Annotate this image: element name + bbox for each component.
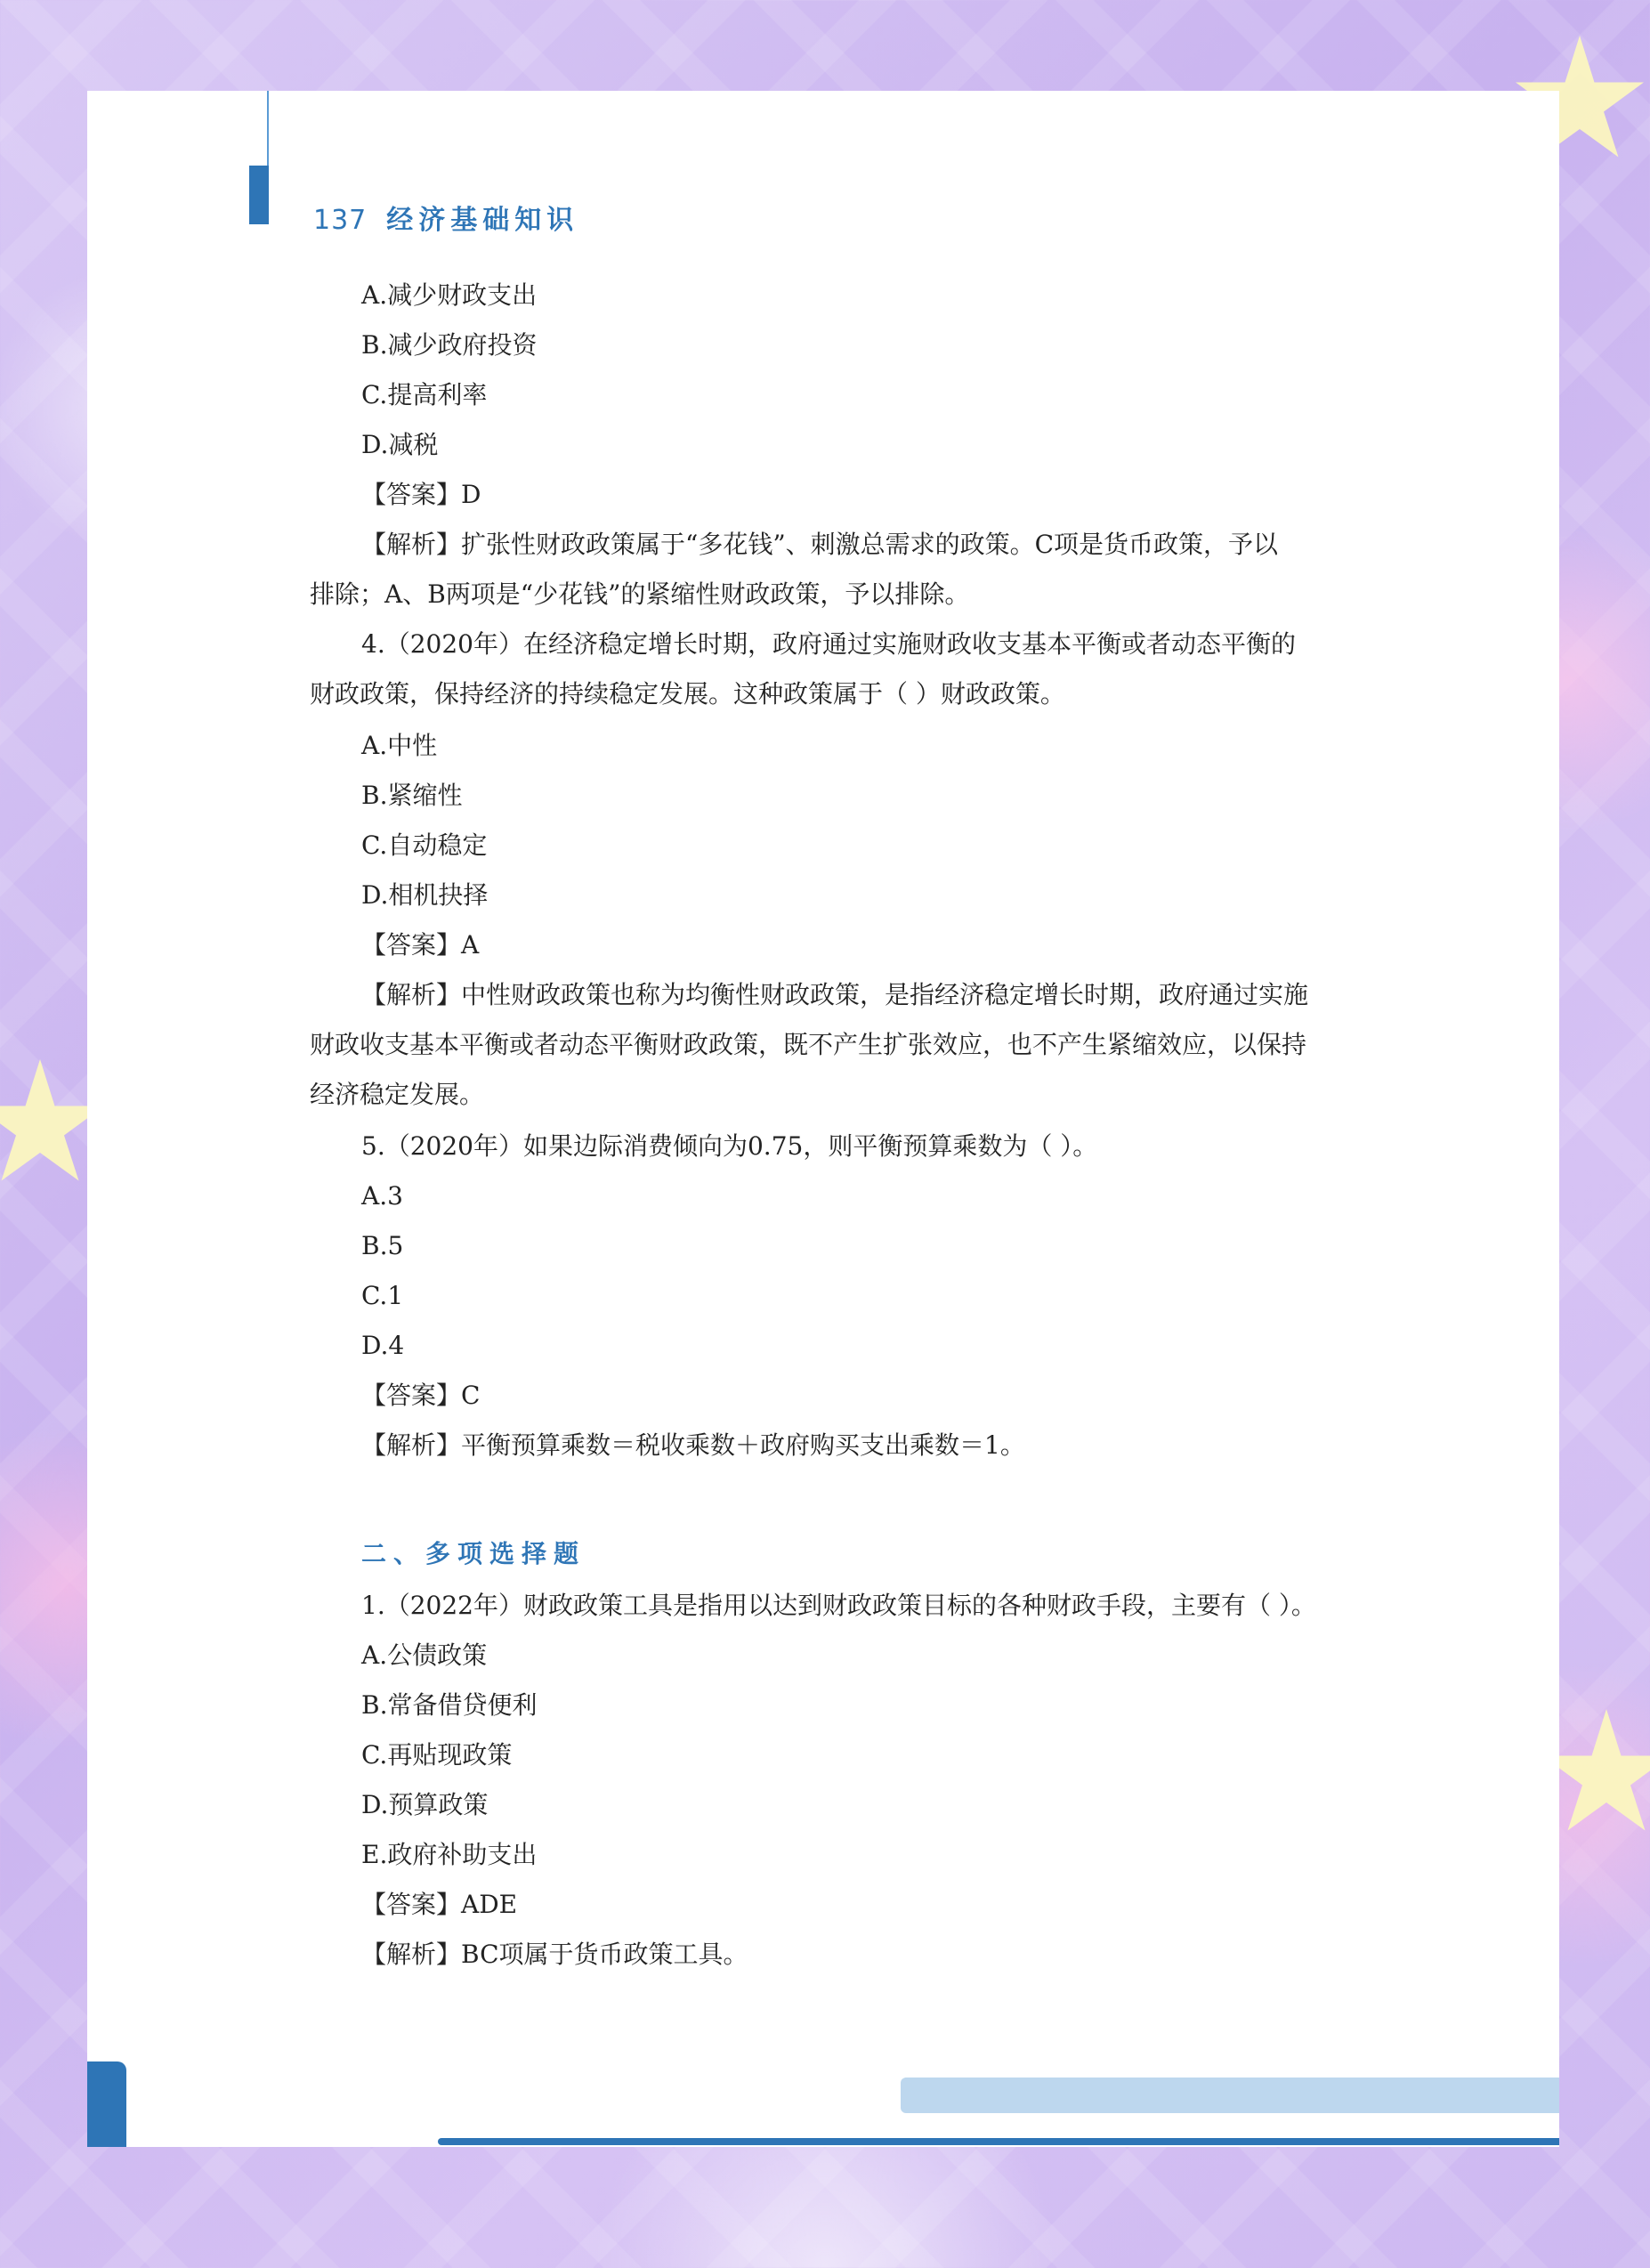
answer-line: 【答案】D [361,480,481,509]
option-line: C.1 [361,1281,404,1310]
option-line: A.公债政策 [361,1640,488,1670]
section-title: 二、多项选择题 [361,1539,586,1568]
footer-accent-block [87,2061,126,2147]
footer-light-bar [901,2078,1559,2113]
option-line: A.3 [361,1181,403,1211]
explanation-line: 【解析】BC项属于货币政策工具。 [361,1940,748,1969]
explanation-line: 【解析】扩张性财政政策属于“多花钱”、刺激总需求的政策。C项是货币政策，予以 [361,530,1279,559]
question-line: 4.（2020年）在经济稳定增长时期，政府通过实施财政收支基本平衡或者动态平衡的 [361,629,1296,659]
option-line: B.常备借贷便利 [361,1690,538,1720]
explanation-line: 【解析】中性财政政策也称为均衡性财政政策，是指经济稳定增长时期，政府通过实施 [361,980,1309,1009]
explanation-line: 【解析】平衡预算乘数＝税收乘数＋政府购买支出乘数＝1。 [361,1430,1025,1460]
option-line: C.提高利率 [361,380,488,409]
page-header [313,198,578,237]
option-line: D.相机抉择 [361,880,489,910]
option-line: B.减少政府投资 [361,330,538,360]
book-title: 经济基础知识 [386,205,579,236]
option-line: A.中性 [361,731,438,760]
question-line: 1.（2022年）财政政策工具是指用以达到财政政策目标的各种财政手段，主要有（ ）。 [361,1591,1316,1620]
answer-line: 【答案】C [361,1381,481,1410]
option-line: B.紧缩性 [361,781,463,810]
option-line: C.再贴现政策 [361,1740,513,1770]
option-line: C.自动稳定 [361,830,488,860]
answer-line: 【答案】ADE [361,1890,518,1919]
question-line: 5.（2020年）如果边际消费倾向为0.75，则平衡预算乘数为（ ）。 [361,1131,1098,1161]
question-line: 财政政策，保持经济的持续稳定发展。这种政策属于（ ）财政政策。 [310,679,1065,709]
option-line: D.预算政策 [361,1790,489,1819]
option-line: D.4 [361,1331,405,1360]
explanation-line: 排除；A、B两项是“少花钱”的紧缩性财政政策，予以排除。 [310,579,970,609]
option-line: A.减少财政支出 [361,280,538,310]
answer-line: 【答案】A [361,930,480,960]
option-line: D.减税 [361,430,439,459]
document-page [87,91,1559,2147]
option-line: E.政府补助支出 [361,1840,538,1869]
header-accent-block [249,166,269,224]
explanation-line: 财政收支基本平衡或者动态平衡财政政策，既不产生扩张效应，也不产生紧缩效应，以保持 [310,1030,1307,1059]
option-line: B.5 [361,1231,404,1260]
footer-rule [438,2138,1559,2145]
page-number: 137 [313,205,368,236]
explanation-line: 经济稳定发展。 [310,1080,485,1109]
